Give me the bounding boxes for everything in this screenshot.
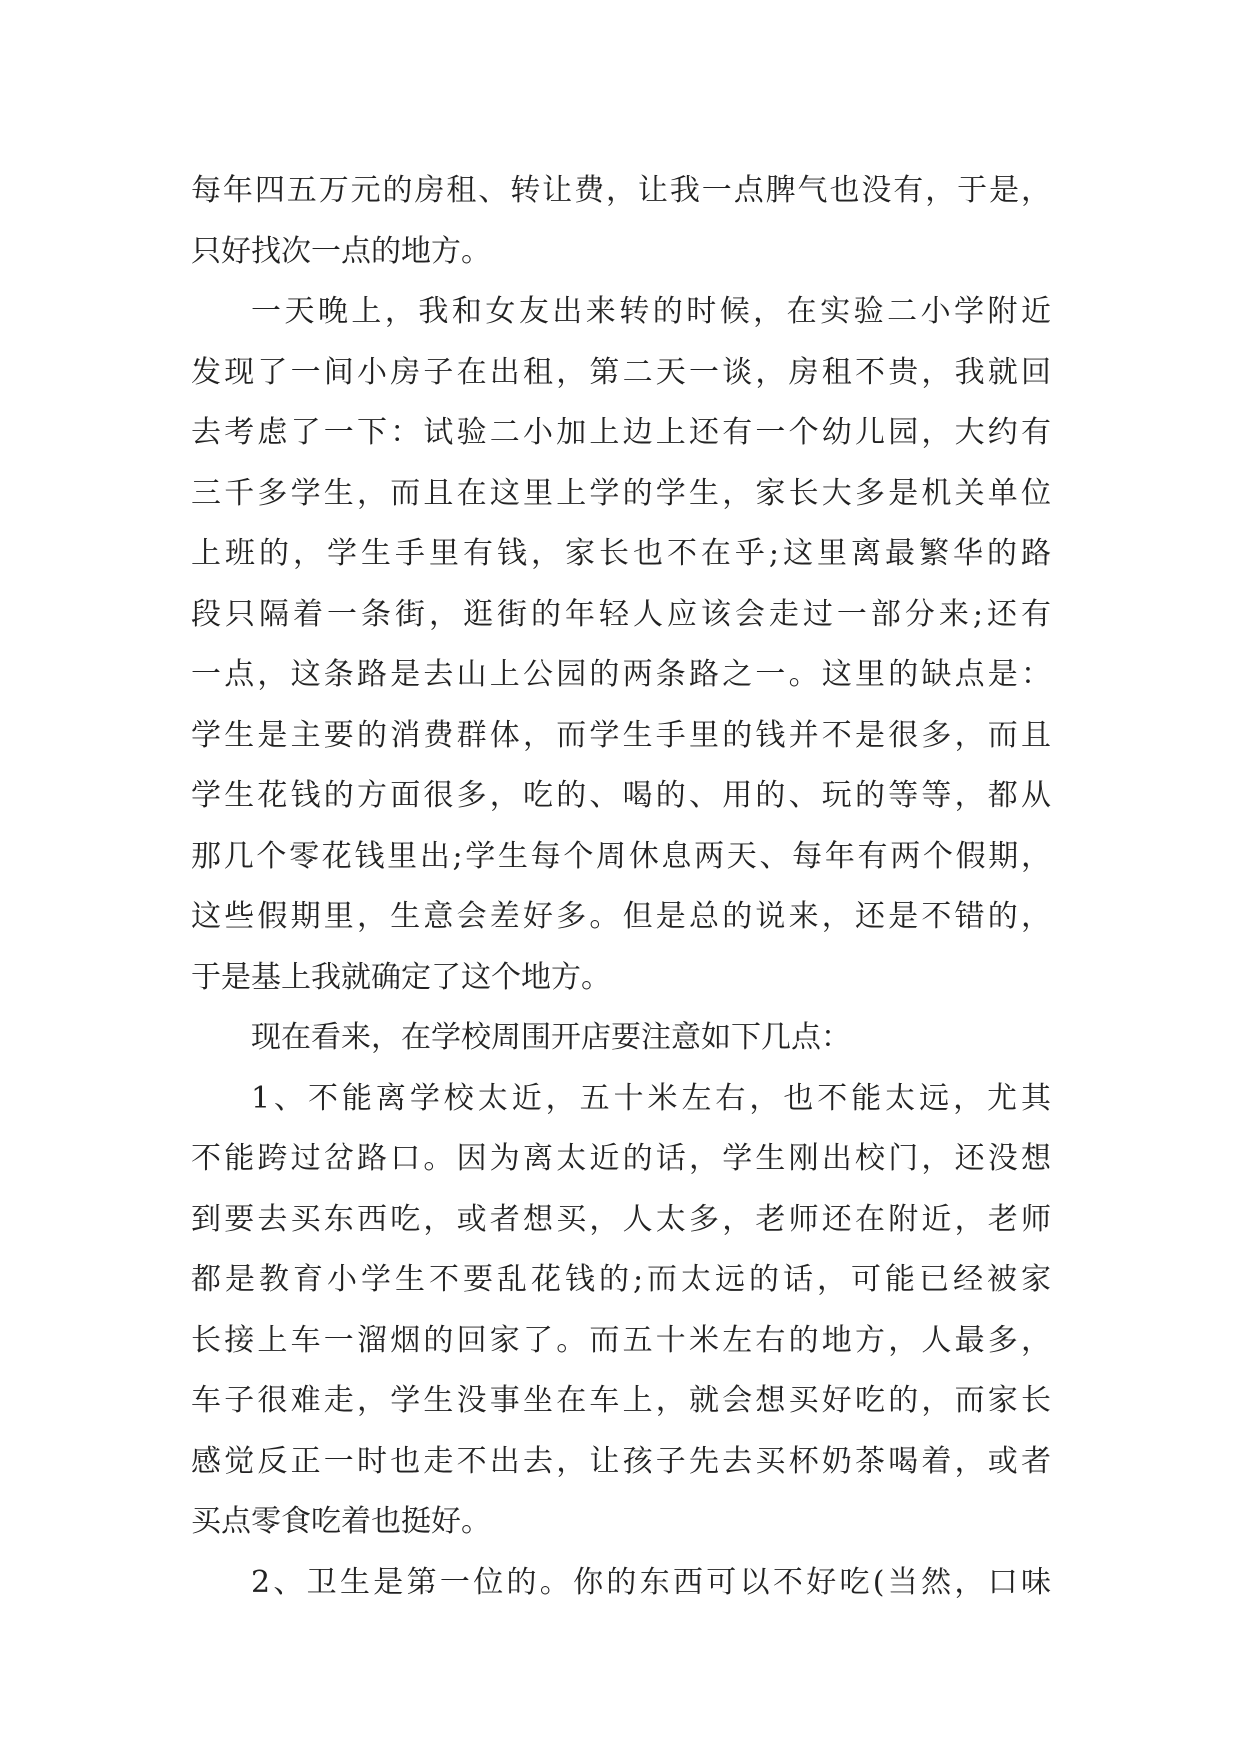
text-line: 感觉反正一时也走不出去，让孩子先去买杯奶茶喝着，或者 [191,1443,1051,1479]
text-line: 一点，这条路是去山上公园的两条路之一。这里的缺点是： [191,657,1051,692]
text-line: 都是教育小学生不要乱花钱的;而太远的话，可能已经被家 [191,1262,1051,1297]
text-line: 长接上车一溜烟的回家了。而五十米左右的地方，人最多， [191,1322,1051,1358]
text-line: 去考虑了一下：试验二小加上边上还有一个幼儿园，大约有 [191,415,1051,450]
text-line: 买点零食吃着也挺好。 [191,1504,491,1539]
text-line: 段只隔着一条街，逛街的年轻人应该会走过一部分来;还有 [191,596,1051,632]
text-line: 上班的，学生手里有钱，家长也不在乎;这里离最繁华的路 [191,536,1051,571]
paragraph-first-line: 现在看来，在学校周围开店要注意如下几点： [251,1020,851,1055]
text-line: 只好找次一点的地方。 [191,233,491,269]
text-line: 发现了一间小房子在出租，第二天一谈，房租不贵，我就回 [191,354,1051,390]
text-line: 不能跨过岔路口。因为离太近的话，学生刚出校门，还没想 [191,1141,1051,1176]
body-text [191,161,1051,1613]
paragraph-first-line: 一天晚上，我和女友出来转的时候，在实验二小学附近 [251,294,1051,329]
paragraph-first-line: 2、卫生是第一位的。你的东西可以不好吃(当然，口味 [251,1564,1051,1600]
text-line: 车子很难走，学生没事坐在车上，就会想买好吃的，而家长 [191,1383,1051,1418]
text-line: 每年四五万元的房租、转让费，让我一点脾气也没有，于是， [191,173,1051,208]
text-line: 学生是主要的消费群体，而学生手里的钱并不是很多，而且 [191,717,1051,753]
text-line: 于是基上我就确定了这个地方。 [191,959,611,995]
text-line: 到要去买东西吃，或者想买，人太多，老师还在附近，老师 [191,1201,1051,1237]
text-line: 学生花钱的方面很多，吃的、喝的、用的、玩的等等，都从 [191,778,1051,813]
text-line: 这些假期里，生意会差好多。但是总的说来，还是不错的， [191,899,1051,934]
text-line: 那几个零花钱里出;学生每个周休息两天、每年有两个假期， [191,838,1051,874]
text-line: 三千多学生，而且在这里上学的学生，家长大多是机关单位 [191,475,1051,511]
paragraph-first-line: 1、不能离学校太近，五十米左右，也不能太远，尤其 [251,1080,1051,1116]
